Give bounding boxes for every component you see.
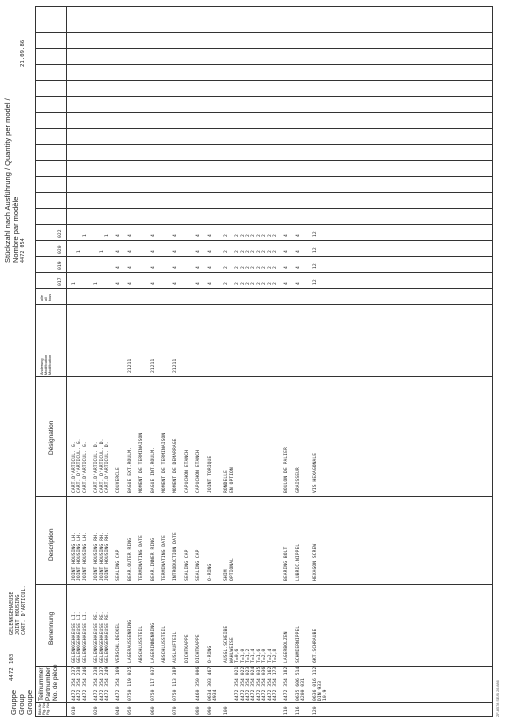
col-divider	[35, 192, 493, 193]
row-fig-number: 080	[196, 706, 202, 715]
quantity-cell: 4	[207, 282, 213, 285]
group-name-fr: CART. D'ARTICUL.	[21, 585, 27, 635]
quantity-cell: 2	[262, 282, 268, 285]
col-divider	[35, 160, 493, 161]
col-divider	[35, 376, 493, 377]
quantity-cell: 2	[267, 282, 273, 285]
col-model-022: 022	[58, 229, 63, 238]
col-divider	[35, 128, 493, 129]
quantity-cell: 2	[273, 250, 278, 253]
quantity-cell: 2	[235, 250, 241, 253]
description-text: SHIM	[224, 569, 230, 581]
quantity-cell: 4	[284, 266, 290, 269]
frame-left	[35, 716, 493, 717]
quantity-cell: 2	[235, 234, 241, 237]
quantity-cell: 12	[312, 263, 318, 269]
part-number: 0750 113 38P	[173, 666, 179, 701]
description-text: OPTIONAL	[229, 558, 235, 581]
modification-code: 21211	[150, 358, 156, 373]
col-model-019: 019	[58, 261, 63, 270]
col-model-017: 017	[58, 277, 63, 286]
gruppe-label: Gruppe	[9, 689, 18, 715]
quantity-cell: 1	[77, 250, 83, 253]
col-divider	[35, 80, 493, 81]
benennung-text: T=0,6	[235, 648, 241, 663]
benennung-text: GELENKGEHAEUSE LI.	[82, 611, 88, 663]
quantity-cell: 2	[240, 234, 246, 237]
designation-text: CAPUCHON ETANCH	[184, 450, 190, 493]
col-divider	[35, 702, 493, 703]
col-divider	[35, 144, 493, 145]
quantity-cell: 4	[196, 266, 202, 269]
benennung-text: AUSGL.SCHEIBE	[224, 625, 230, 663]
quantity-cell: 4	[116, 250, 122, 253]
benennung-text: 6KT.SCHRAUBE	[312, 628, 318, 663]
benennung-text: LAGERBOLZEN	[284, 631, 290, 663]
quantity-cell: 2	[251, 250, 257, 253]
col-divider	[35, 48, 493, 49]
part-number: 4472 354 249	[105, 666, 110, 701]
col-aenderung: Änderung Modification Modification	[40, 354, 53, 375]
designation-text: CART.D'ARTICUL. D.	[105, 441, 110, 493]
col-divider	[35, 256, 493, 257]
designation-text: CAPUCHON ETANCH	[196, 450, 202, 493]
modification-code: 21211	[173, 358, 179, 373]
part-number: 4472 354 162	[267, 666, 273, 701]
quantity-cell: 4	[150, 282, 156, 285]
quantity-cell: 2	[246, 282, 251, 285]
benennung-text: T=2,0	[262, 648, 268, 663]
quantity-cell: 4	[173, 282, 179, 285]
quantity-cell: 4	[196, 282, 202, 285]
benennung-text: T=1,0	[240, 648, 246, 663]
benennung-text: VERSCHL.DECKEL	[116, 622, 122, 663]
quantity-cell: 4	[295, 234, 301, 237]
part-number: DIN 933	[318, 680, 323, 701]
quantity-cell: 2	[267, 266, 273, 269]
quantity-cell: 2	[246, 266, 251, 269]
quantity-cell: 4	[173, 266, 179, 269]
quantity-cell: 1	[72, 282, 77, 285]
col-divider	[35, 64, 493, 65]
part-number: 4472 354 182	[284, 666, 290, 701]
col-bild: Bild-Nr. Fig. No. Fig. No.	[38, 701, 51, 715]
frame-bottom	[492, 7, 493, 717]
quantity-title-1: Stückzahl nach Ausführung / Quantity per model /	[3, 98, 12, 263]
groupe-label: Groupe	[25, 689, 34, 715]
designation-text: CART. D'ARTICUL. D.	[99, 438, 105, 493]
quantity-cell: 2	[262, 234, 268, 237]
quantity-cell: 12	[312, 247, 318, 253]
designation-text: CART.D'ARTICUL. G.	[82, 441, 88, 493]
quantity-cell: 4	[196, 250, 202, 253]
designation-text: MOMENT DE DEMARRAGE	[173, 438, 179, 493]
quantity-cell: 4	[284, 282, 290, 285]
designation-text: EN OPTION	[229, 467, 235, 493]
quantity-cell: 4	[284, 250, 290, 253]
description-text: BEAR.OUTER RING	[127, 538, 133, 581]
designation-text: CART.D'ARTICUL. D.	[94, 441, 100, 493]
designation-text: RONDELLE	[224, 470, 230, 493]
quantity-cell: 2	[262, 250, 268, 253]
description-text: JOINT HOUSING LH.	[82, 532, 88, 581]
benennung-text: LAGERINNENRING	[150, 622, 156, 663]
description-text: HEXAGON SCREW	[312, 543, 318, 581]
description-text: JOINT HOUSING RH.	[99, 532, 105, 581]
quantity-cell: 2	[273, 266, 278, 269]
benennung-text: WAHLWEISE	[229, 637, 235, 663]
frame-header-bottom	[66, 7, 67, 717]
group-name-de: GELENKGEHAEUSE	[9, 591, 15, 635]
quantity-cell: 2	[256, 282, 262, 285]
date: 21.09.86	[20, 39, 26, 67]
description-text: SEALING CAP	[196, 549, 202, 581]
quantity-cell: 2	[251, 266, 257, 269]
designation-text: CART. D'ARTICUL. G.	[77, 438, 83, 493]
designation-text: COUVERCLE	[116, 467, 122, 493]
col-divider	[35, 6, 493, 7]
benennung-text: O-RING	[207, 645, 213, 663]
part-number: 4472 354 237	[99, 666, 105, 701]
benennung-text: T=2,8	[273, 648, 278, 663]
quantity-cell: 4	[173, 234, 179, 237]
quantity-cell: 12	[312, 279, 318, 285]
designation-text: MOMENT DE TERMINAISON	[162, 432, 167, 493]
quantity-cell: 1	[94, 282, 100, 285]
benennung-text: SCHMIERNIPPEL	[295, 625, 301, 663]
quantity-cell: 4	[295, 266, 301, 269]
col-model-020: 020	[58, 245, 63, 254]
part-number: 4472 354 036	[262, 666, 268, 701]
benennung-text: GELENKGEHAEUSE RE.	[99, 611, 105, 663]
quantity-cell: 4	[150, 266, 156, 269]
quantity-cell: 4	[116, 266, 122, 269]
quantity-title-2: Nombre par modèle	[11, 196, 20, 263]
quantity-cell: 4	[127, 250, 133, 253]
part-number: 4472 354 024	[251, 666, 257, 701]
quantity-cell: 4	[127, 266, 133, 269]
quantity-cell: 4	[207, 234, 213, 237]
model-code: 4472 054	[20, 238, 26, 263]
part-number: 4472 354 238	[77, 666, 83, 701]
col-divider	[35, 288, 493, 289]
col-divider	[35, 224, 493, 225]
benennung-text: DICHTKAPPE	[196, 634, 202, 663]
group-number: 4472 103	[9, 653, 15, 681]
designation-text: CART.D'ARTICUL. G.	[72, 441, 77, 493]
row-fig-number: 040	[116, 706, 122, 715]
quantity-cell: 2	[224, 266, 230, 269]
description-text: JOINT HOUSING RH.	[94, 532, 100, 581]
description-text: SEALING CAP	[184, 549, 190, 581]
quantity-cell: 12	[312, 231, 318, 237]
description-text: O-RING	[207, 563, 213, 581]
quantity-cell: 1	[105, 234, 110, 237]
designation-text: MOMENT DE TERMINAISON	[139, 432, 145, 493]
part-number: 4200 031	[301, 678, 307, 701]
benennung-text: GELENKGEHAEUSE LI.	[72, 611, 77, 663]
footer-code: ZF-8578 SE/B 26.886	[496, 680, 500, 717]
quantity-cell: 4	[150, 234, 156, 237]
group-label: Group	[17, 694, 26, 715]
quantity-cell: 4	[295, 282, 301, 285]
row-fig-number: 020	[94, 706, 100, 715]
part-number: 0750 117 037	[150, 666, 156, 701]
benennung-text: AUSLAUFTEIL	[173, 631, 179, 663]
part-number: 10.9	[323, 689, 329, 701]
description-text: INTRODUCTION DATE	[173, 532, 179, 581]
col-alle: alle all tous	[40, 293, 53, 301]
benennung-text: T=1,2	[246, 648, 251, 663]
quantity-cell: 4	[173, 250, 179, 253]
frame-top	[35, 7, 36, 717]
quantity-cell: 2	[262, 266, 268, 269]
part-number: 4460 350 006	[196, 666, 202, 701]
description-text: TERMINATING DATE	[162, 535, 167, 581]
quantity-cell: 2	[256, 250, 262, 253]
modification-code: 21211	[127, 358, 133, 373]
quantity-cell: 2	[267, 250, 273, 253]
benennung-text: ABSCHLUSSTEIL	[162, 625, 167, 663]
row-fig-number: 110	[284, 706, 290, 715]
col-divider	[35, 208, 493, 209]
quantity-cell: 2	[224, 282, 230, 285]
quantity-cell: 4	[207, 250, 213, 253]
description-text: JOINT HOUSING LH.	[77, 532, 83, 581]
part-number: 4472 354 035	[256, 666, 262, 701]
description-text: TERMINATING DATE	[139, 535, 145, 581]
quantity-cell: 4	[127, 234, 133, 237]
benennung-text: GELENKGEHAEUSE LI.	[77, 611, 83, 663]
row-fig-number: 116	[295, 706, 301, 715]
quantity-cell: 2	[224, 234, 230, 237]
col-benennung: Benennung	[48, 611, 55, 645]
benennung-text: T=1,6	[256, 648, 262, 663]
group-name-en: JOINT HOUSING	[15, 594, 21, 635]
quantity-cell: 2	[256, 234, 262, 237]
designation-text: JOINT TORIQUE	[207, 455, 213, 493]
designation-text: BAGUE EXT.ROULM.	[127, 447, 133, 493]
quantity-cell: 2	[235, 282, 241, 285]
col-divider	[35, 584, 493, 585]
quantity-cell: 4	[196, 234, 202, 237]
quantity-cell: 2	[273, 234, 278, 237]
row-fig-number: 010	[72, 706, 77, 715]
quantity-cell: 2	[256, 266, 262, 269]
description-text: JOINT HOUSING RH.	[105, 532, 110, 581]
quantity-cell: 2	[251, 234, 257, 237]
quantity-cell: 2	[246, 250, 251, 253]
description-text: BEARING BOLT	[284, 546, 290, 581]
designation-text: GRAISSEUR	[295, 467, 301, 493]
part-number: 4472 354 021	[235, 666, 241, 701]
row-fig-number: 120	[312, 706, 318, 715]
benennung-text: GELENKGEHAEUSE RE.	[105, 611, 110, 663]
description-text: SEALING CAP	[116, 549, 122, 581]
part-number: 4934	[213, 689, 218, 701]
quantity-cell: 2	[235, 266, 241, 269]
col-divider	[35, 496, 493, 497]
description-text: LUBRIC.NIPPEL	[295, 543, 301, 581]
quantity-cell: 4	[284, 234, 290, 237]
quantity-cell: 2	[267, 234, 273, 237]
row-fig-number: 090	[207, 706, 213, 715]
quantity-cell: 4	[150, 250, 156, 253]
designation-text: BAGUE INT.ROULM.	[150, 447, 156, 493]
designation-text: BOULON DE PALIER	[284, 447, 290, 493]
col-designation: Désignation	[48, 420, 55, 455]
row-fig-number: 060	[150, 706, 156, 715]
quantity-cell: 2	[246, 234, 251, 237]
col-divider	[35, 112, 493, 113]
row-fig-number: 050	[127, 706, 133, 715]
benennung-text: ABSCHLUSSTEIL	[139, 625, 145, 663]
part-number: 0636 016 112	[312, 666, 318, 701]
part-number: 4472 354 173	[273, 666, 278, 701]
benennung-text: DICHTKAPPE	[184, 634, 190, 663]
col-divider	[35, 96, 493, 97]
part-number: 0634 303 467	[207, 666, 213, 701]
col-divider	[35, 176, 493, 177]
description-text: JOINT HOUSING LH.	[72, 532, 77, 581]
description-text: BEAR.INNER RING	[150, 538, 156, 581]
part-number: 4472 354 238	[94, 666, 100, 701]
quantity-cell: 4	[295, 250, 301, 253]
quantity-cell: 4	[116, 234, 122, 237]
part-number: 4472 354 169	[116, 666, 122, 701]
part-number: 4472 354 237	[72, 666, 77, 701]
part-number: 0635 606 514	[295, 666, 301, 701]
col-description: Description	[48, 528, 55, 561]
benennung-text: T=2,4	[267, 648, 273, 663]
quantity-cell: 4	[127, 282, 133, 285]
quantity-cell: 2	[273, 282, 278, 285]
quantity-cell: 1	[99, 250, 105, 253]
col-divider	[35, 304, 493, 305]
quantity-cell: 2	[240, 266, 246, 269]
benennung-text: LAGERAUSSENRING	[127, 620, 133, 663]
part-number: 4472 354 023	[246, 666, 251, 701]
quantity-cell: 2	[240, 250, 246, 253]
part-number: 0750 119 025	[127, 666, 133, 701]
row-fig-number: 070	[173, 706, 179, 715]
col-divider	[35, 240, 493, 241]
quantity-cell: 4	[207, 266, 213, 269]
quantity-cell: 2	[224, 250, 230, 253]
benennung-text: GELENKGEHAEUSE RE.	[94, 611, 100, 663]
col-teilnummer: Teilnummer Partnumber No. de pièce	[38, 664, 59, 701]
designation-text: VIS HEXAGONALE	[312, 452, 318, 493]
quantity-cell: 4	[116, 282, 122, 285]
quantity-cell: 2	[251, 282, 257, 285]
benennung-text: T=1,4	[251, 648, 257, 663]
quantity-cell: 1	[82, 234, 88, 237]
quantity-cell: 2	[240, 282, 246, 285]
row-fig-number: 100	[224, 706, 230, 715]
col-divider	[35, 272, 493, 273]
part-number: 4472 354 246	[82, 666, 88, 701]
part-number: 4472 354 022	[240, 666, 246, 701]
col-divider	[35, 32, 493, 33]
